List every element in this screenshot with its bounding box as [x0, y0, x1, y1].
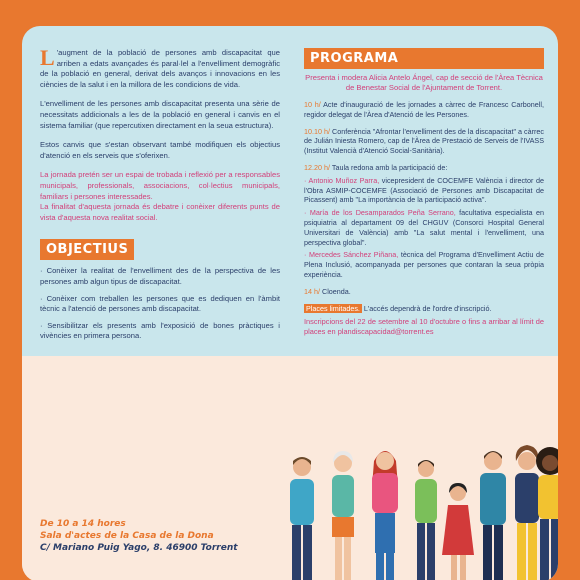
panelist-text: tècnica del Programa d'Envelliment Actiu de Plena Inclusió, acompanyada per persones que contaran la seua pròpia experiència. [304, 250, 544, 279]
places-note [304, 304, 544, 314]
program-text: Cloenda. [320, 286, 351, 296]
person-illustration [536, 447, 558, 580]
people-illustration [272, 421, 558, 580]
event-details [40, 518, 300, 554]
program-text: Acte d'inauguració de les jornades a càrrec de Francesc Carbonell, regidor delegat de l'Àrea d'Atenció de les Persones. [304, 100, 544, 119]
intro-paragraph-3: Estos canvis que s'estan observant també modifiquen els objectius d'atenció en els serveis que s'oferixen. [40, 140, 280, 160]
intro-paragraph-2: L'envelliment de les persones amb discapacitat presenta una sèrie de necessitats addicionals a les de la població en general i canvis en el sistema familiar (que repercutixen directament en la seua estructura). [40, 99, 280, 130]
event-address: C/ Mariano Puig Yago, 8. 46900 Torrent [40, 543, 238, 553]
person-illustration [372, 451, 398, 580]
program-text: Taula redona amb la participació de: [329, 162, 448, 172]
intro-paragraph-5: La finalitat d'aquesta jornada és debatre i conèixer diferents punts de vista d'aquesta nova realitat social. [40, 202, 280, 222]
panelist-3 [304, 250, 544, 279]
panelist-text: vicepresident de COCEMFE València i director de l'Obra ASMIP-COCEMFE (Associació de Persones amb Discapacitat de Picassent) amb "La importància de la participació activa". [304, 175, 544, 205]
person-illustration [442, 483, 474, 580]
intro-paragraph-1 [40, 45, 280, 90]
objective-item-1: · Conèixer la realitat de l'envelliment des de la perspectiva de les persones amb algun tipus de discapacitat. [40, 266, 280, 286]
person-illustration [515, 445, 539, 580]
right-column [304, 48, 544, 337]
places-badge: Places limitades. [306, 303, 360, 313]
panelist-1 [304, 176, 544, 205]
event-venue: Sala d'actes de la Casa de la Dona [40, 531, 214, 541]
objectius-heading: OBJECTIUS [40, 239, 134, 260]
flyer-card [22, 26, 558, 580]
closing-item [304, 287, 544, 297]
objective-item-2: · Conèixer com treballen les persones que es dediquen en l'àmbit tècnic a l'atenció de persones amb discapacitat. [40, 293, 280, 314]
programa-heading: PROGRAMA [304, 48, 544, 69]
time-label: 10.10 h/ [304, 126, 330, 136]
program-item-3 [304, 163, 544, 173]
objective-item-3: · Sensibilitzar els presents amb l'exposició de bones pràctiques i vivències en primera persona. [40, 320, 280, 341]
panelist-name: · Antonio Muñoz Parra, [304, 175, 380, 185]
panelist-name: · María de los Desamparados Peña Serrano, [304, 208, 456, 218]
person-illustration [332, 451, 354, 580]
time-label: 14 h/ [304, 286, 320, 296]
program-text: Conferència "Afrontar l'envelliment des de la discapacitat" a càrrec de Julián Iniesta Romero, cap de l'Àrea de Prestació de Serveis de l'IVASS (Institut Valencià d'Atenció Social-Sanitària). [304, 126, 544, 156]
left-column [40, 45, 280, 342]
panelist-name: · Mercedes Sánchez Piñana, [304, 250, 399, 260]
time-label: 10 h/ [304, 100, 321, 109]
inscriptions-info: Inscripcions del 22 de setembre al 10 d'octubre o fins a arribar al límit de places en plandiscapacidad@torrent.es [304, 317, 544, 337]
programa-intro: Presenta i modera Alicia Antelo Ángel, cap de secció de l'Àrea Tècnica de Benestar Social de l'Ajuntament de Torrent. [305, 73, 543, 92]
panelist-text: facultativa especialista en psiquiatria al departament 09 del CHGUV (Consorci Hospital General Universitari de València) amb "La salut mental i l'envelliment, una perspectiva global". [304, 208, 544, 247]
places-text: L'accés dependrà de l'ordre d'inscripció. [361, 303, 492, 313]
program-item-2 [304, 127, 544, 156]
intro-text-1: 'augment de la població de persones amb discapacitat que arriben a edats avançades és paral·lel a l'envelliment demogràfic de la població en general, derivat dels avanços i innovacions en les ciències de la salut i en la millora de les condicions de vida. [40, 48, 280, 89]
dropcap: L [40, 45, 55, 70]
event-hours: De 10 a 14 hores [40, 519, 126, 529]
person-illustration [415, 460, 437, 580]
intro-paragraph-4: La jornada pretén ser un espai de trobada i reflexió per a responsables municipals, professionals, associacions, col·lectius municipals, familiars i persones interessades. [40, 170, 280, 201]
panelist-2 [304, 208, 544, 247]
person-illustration [480, 451, 506, 580]
program-item-1 [304, 100, 544, 120]
person-illustration [290, 457, 314, 580]
time-label: 12.20 h/ [304, 162, 330, 172]
